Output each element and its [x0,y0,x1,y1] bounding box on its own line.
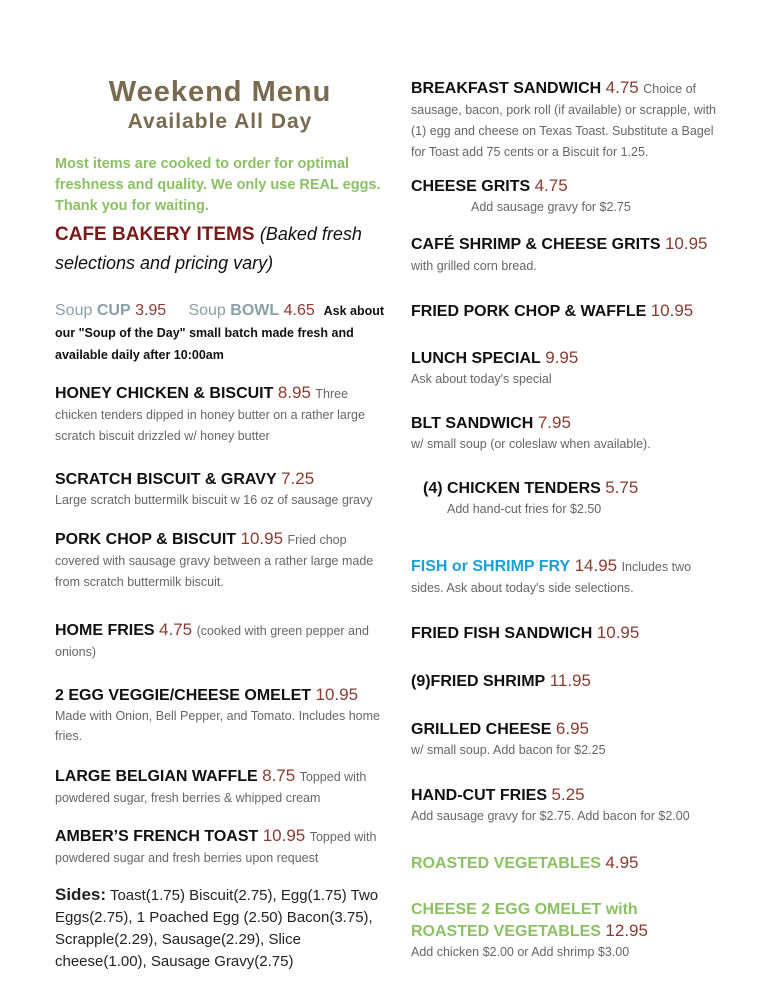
item-price: 12.95 [605,921,648,940]
item-description: Choice of sausage, bacon, pork roll (if available) or scrapple, with (1) egg and cheese on Texas Toast. Substitute a Bagel for Toast add 75 cents or a Biscuit for 1.25. [411,82,717,159]
item-name: AMBER’S FRENCH TOAST [55,828,259,845]
menu-item [411,300,731,322]
item-description: (cooked with green pepper and onions) [55,624,369,659]
item-price: 4.95 [605,853,639,872]
item-price: 7.25 [281,469,315,488]
menu-item [55,825,385,868]
item-name: CHEESE 2 EGG OMELET with ROASTED VEGETABLES [411,901,638,940]
sides-list [55,884,385,973]
soup-bowl-word: Soup [188,302,226,319]
menu-item [411,555,711,598]
item-description: Add hand-cut fries for $2.50 [447,502,602,516]
item-name: ROASTED VEGETABLES [411,855,601,872]
menu-item [55,684,385,746]
notice-text: Most items are cooked to order for optimal freshness and quality. We only use REAL eggs. Thank you for waiting. [55,156,381,214]
sides-text: Toast(1.75) Biscuit(2.75), Egg(1.75) Two Eggs(2.75), 1 Poached Egg (2.50) Bacon(3.75), Scrapple(2.29), Sausage(2.29), Slice cheese(1.00), Sausage Gravy(2.75) [55,887,379,970]
menu-title: Weekend Menu [108,76,332,108]
item-price: 10.95 [240,529,284,548]
item-name: (4) CHICKEN TENDERS [423,480,601,497]
menu-item [423,477,723,519]
item-name: HAND-CUT FRIES [411,787,547,804]
menu-item [411,670,731,692]
item-price: 11.95 [549,671,591,690]
item-description: Ask about today's special [411,372,552,386]
item-price: 4.75 [534,176,568,195]
soup-cup-word: Soup [55,302,93,319]
item-name: HOME FRIES [55,622,155,639]
menu-item [411,852,731,874]
item-description: Add sausage gravy for $2.75. Add bacon for $2.00 [411,809,690,823]
item-name: CHEESE GRITS [411,178,531,195]
item-description: Made with Onion, Bell Pepper, and Tomato. Includes home fries. [55,709,380,743]
item-price: 6.95 [555,719,590,738]
soup-note: Ask about our "Soup of the Day" small batch made fresh and available daily after 10:00am [55,304,385,362]
item-description: w/ small soup (or coleslaw when available). [411,437,651,451]
item-name: HONEY CHICKEN & BISCUIT [55,385,274,402]
menu-subtitle: Available All Day [127,110,313,133]
item-price: 10.95 [596,623,640,642]
item-name: LARGE BELGIAN WAFFLE [55,768,258,785]
item-name: PORK CHOP & BISCUIT [55,531,237,548]
item-price: 8.75 [262,766,296,785]
item-name: SCRATCH BISCUIT & GRAVY [55,471,277,488]
item-description: Topped with powdered sugar and fresh berries upon request [55,830,377,865]
item-description: Add chicken $2.00 or Add shrimp $3.00 [411,945,630,959]
item-description: Three chicken tenders dipped in honey butter on a rather large scratch biscuit drizzled w/ honey butter [55,387,365,443]
item-description: Add sausage gravy for $2.75 [471,200,631,214]
menu-item [411,77,731,162]
item-name: CAFÉ SHRIMP & CHEESE GRITS [411,236,661,253]
item-name: 2 EGG VEGGIE/CHEESE OMELET [55,687,312,704]
item-name: FISH or SHRIMP FRY [411,558,571,575]
item-price: 9.95 [545,348,579,367]
item-description: with grilled corn bread. [411,259,537,273]
bakery-note: (Baked fresh selections and pricing vary) [55,224,362,273]
item-name: GRILLED CHEESE [411,721,552,738]
item-name: FRIED PORK CHOP & WAFFLE [411,303,647,320]
item-description: Topped with powdered sugar, fresh berries & whipped cream [55,770,367,805]
item-price: 10.95 [315,685,359,704]
menu-item [55,619,385,662]
item-price: 8.95 [277,383,311,402]
soup-bowl-label: BOWL [230,302,280,319]
menu-item [411,622,731,644]
item-description: Fried chop covered with sausage gravy between a rather large made from scratch buttermilk biscuit. [55,533,374,589]
item-description: Includes two sides. Ask about today's side selections. [411,560,692,595]
menu-item [411,347,731,389]
item-price: 14.95 [574,556,618,575]
item-price: 10.95 [262,826,306,845]
item-name: BREAKFAST SANDWICH [411,80,602,97]
item-price: 10.95 [664,234,708,253]
item-name: BLT SANDWICH [411,415,534,432]
item-description: w/ small soup. Add bacon for $2.25 [411,743,606,757]
bakery-label: CAFE BAKERY ITEMS [55,224,255,245]
item-price: 10.95 [650,301,694,320]
item-price: 7.95 [537,413,571,432]
item-price: 4.75 [159,620,193,639]
menu-item [411,899,661,962]
sides-label: Sides: [55,885,107,904]
bakery-heading [55,220,375,278]
soup-item [55,300,385,366]
item-name: FRIED FISH SANDWICH [411,625,593,642]
menu-item [55,765,385,808]
item-price: 5.25 [551,785,585,804]
item-name: (9)FRIED SHRIMP [411,673,546,690]
menu-item [411,233,731,276]
menu-item [411,175,731,217]
soup-bowl-price: 4.65 [283,302,315,319]
menu-item [411,784,731,826]
menu-item [411,412,731,454]
item-price: 4.75 [605,78,639,97]
item-description: Large scratch buttermilk biscuit w 16 oz of sausage gravy [55,493,373,507]
item-price: 5.75 [605,478,639,497]
menu-item [55,382,385,446]
menu-item [55,528,385,592]
menu-item [411,718,731,760]
menu-item [55,468,385,510]
soup-cup-price: 3.95 [135,302,167,319]
soup-cup-label: CUP [96,302,131,319]
item-name: LUNCH SPECIAL [411,350,541,367]
